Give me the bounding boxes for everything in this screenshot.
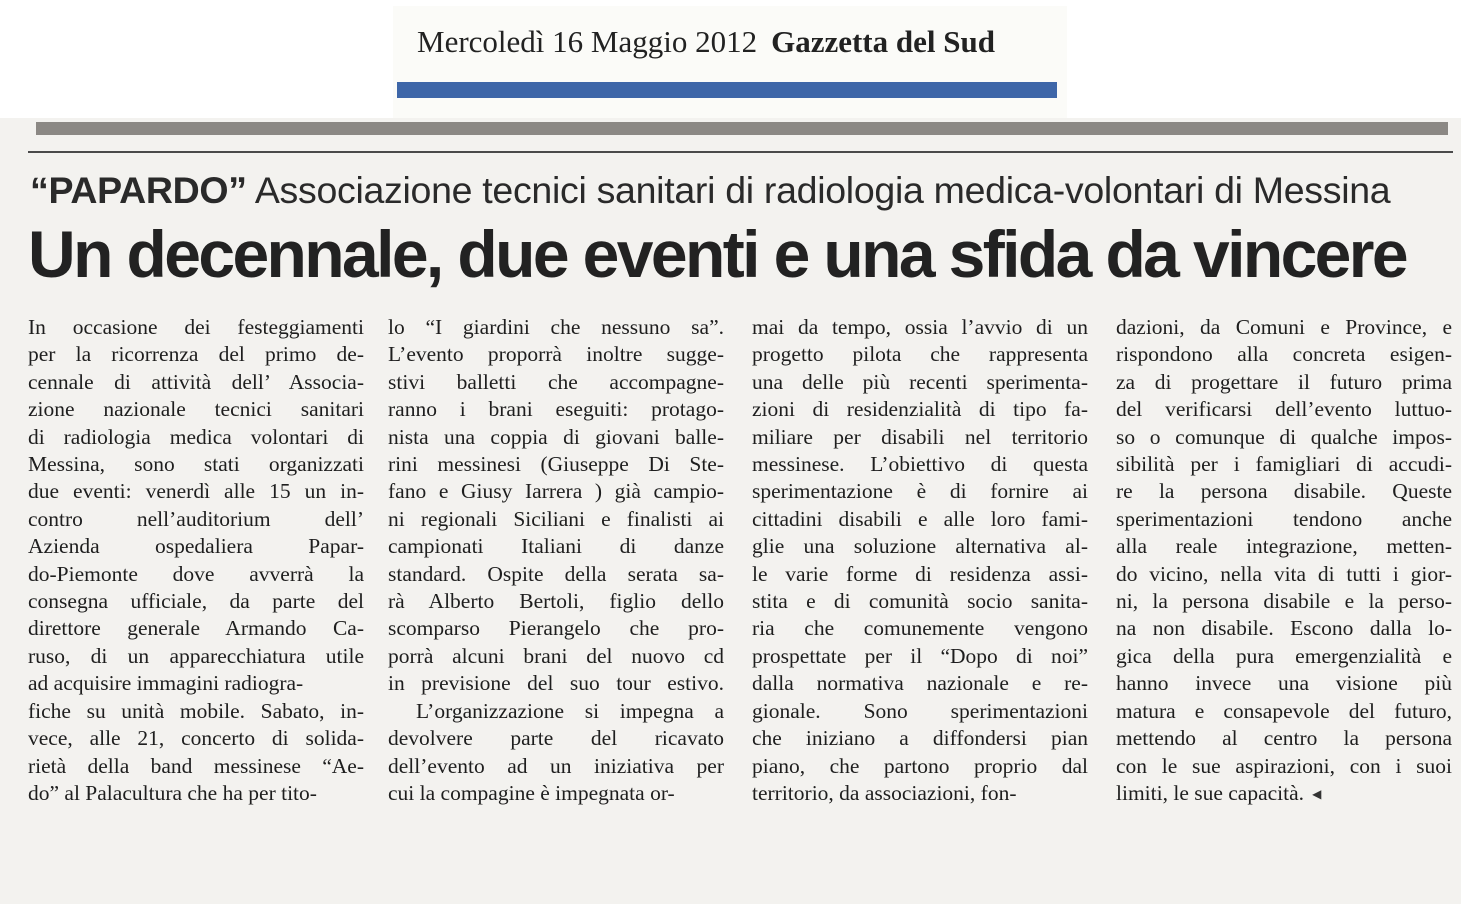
article-text-line: le varie forme di residenza assi- (752, 561, 1088, 586)
article-text-line: ad acquisire immagini radiogra- (28, 671, 304, 696)
article-text-line: dazioni, da Comuni e Province, e (1116, 315, 1452, 339)
article-text-line: za di progettare il futuro prima (1116, 369, 1452, 394)
article-headline: Un decennale, due eventi e una sfida da vincere (28, 217, 1406, 291)
article-text-line: stita e di comunità socio sanita- (752, 589, 1088, 614)
article-text-line: di radiologia medica volontari di (28, 424, 364, 449)
article-text-line: do” al Palacultura che ha per tito- (28, 780, 317, 805)
article-text-line: direttore generale Armando Ca- (28, 616, 364, 641)
article-text-line: fiche su unità mobile. Sabato, in- (28, 698, 364, 723)
article-text-line: piano, che partono proprio dal (752, 753, 1088, 778)
article-text-line: cittadini disabili e alle loro fami- (752, 506, 1088, 531)
article-text-line: gica della pura emergenzialità e (1116, 643, 1452, 668)
article-text-line: nista una coppia di giovani balle- (388, 424, 724, 449)
article-text-line: sperimentazioni tendono anche (1116, 506, 1452, 531)
article-text-line: due eventi: venerdì alle 15 un in- (28, 479, 364, 504)
masthead-date: Mercoledì 16 Maggio 2012 (417, 24, 758, 59)
kicker-text: Associazione tecnici sanitari di radiologia medica-volontari di Messina (254, 169, 1391, 211)
article-text-line: che iniziano a diffondersi pian (752, 726, 1088, 751)
end-of-article-triangle-icon: ◀ (1312, 787, 1322, 802)
article-column-1 (28, 314, 364, 807)
article-text-line: lo “I giardini che nessuno sa”. (388, 315, 724, 339)
article-text-line: alla reale integrazione, metten- (1116, 534, 1452, 559)
article-text-line: miliare per disabili nel territorio (752, 424, 1088, 449)
masthead-paper-name: Gazzetta del Sud (771, 24, 995, 59)
article-text-line: cui la compagine è impegnata or- (388, 780, 675, 805)
article-text-line: stivi balletti che accompagne- (388, 369, 724, 394)
article-text-line: sibilità per i famigliari di accudi- (1116, 452, 1452, 477)
article-text-line: scomparso Pierangelo che pro- (388, 616, 724, 641)
masthead-blue-bar (397, 82, 1057, 98)
article-text-line: ni regionali Siciliani e finalisti ai (388, 506, 724, 531)
masthead (393, 6, 1067, 119)
article-text-line: so o comunque di qualche impos- (1116, 424, 1452, 449)
article-column-4 (1116, 314, 1452, 809)
article-text-line: contro nell’auditorium dell’ (28, 506, 364, 531)
article-text-line: Azienda ospedaliera Papar- (28, 534, 364, 559)
article-text-line: hanno invece una visione più (1116, 671, 1452, 696)
article-text-line: gionale. Sono sperimentazioni (752, 698, 1088, 723)
article-text-line: rà Alberto Bertoli, figlio dello (388, 589, 724, 614)
article-text-line: ruso, di un apparecchiatura utile (28, 643, 364, 668)
article-text-line: rietà della band messinese “Ae- (28, 753, 364, 778)
article-text-line: territorio, da associazioni, fon- (752, 780, 1017, 805)
article-text-line: ni, la persona disabile e la perso- (1116, 589, 1452, 614)
article-clipping (0, 118, 1461, 904)
article-text-line: zioni di residenzialità di tipo fa- (752, 397, 1088, 422)
article-column-3 (752, 314, 1088, 807)
article-text-line: dell’evento ad un iniziativa per (388, 753, 724, 778)
article-text-line: do-Piemonte dove avverrà la (28, 561, 364, 586)
article-text-line: re la persona disabile. Queste (1116, 479, 1452, 504)
article-text-line: fano e Giusy Iarrera ) già campio- (388, 479, 724, 504)
top-rule-line (28, 151, 1453, 153)
article-text-line: rini messinesi (Giuseppe Di Ste- (388, 452, 724, 477)
article-text-line: In occasione dei festeggiamenti (28, 315, 364, 339)
article-text-line: per la ricorrenza del primo de- (28, 342, 364, 367)
article-text-line: prospettate per il “Dopo di noi” (752, 643, 1088, 668)
article-text-line: consegna ufficiale, da parte del (28, 589, 364, 614)
article-text-line: cennale di attività dell’ Associa- (28, 369, 364, 394)
article-text-line: matura e consapevole del futuro, (1116, 698, 1452, 723)
article-text-line: campionati Italiani di danze (388, 534, 724, 559)
top-rule-bar (36, 122, 1448, 135)
article-kicker (30, 169, 1455, 212)
article-text-line: standard. Ospite della serata sa- (388, 561, 724, 586)
article-text-line: mai da tempo, ossia l’avvio di un (752, 315, 1088, 339)
article-text-line: messinese. L’obiettivo di questa (752, 452, 1088, 477)
article-text-line: dalla normativa nazionale e re- (752, 671, 1088, 696)
article-text-line: porrà alcuni brani del nuovo cd (388, 643, 724, 668)
article-text-line: do vicino, nella vita di tutti i gior- (1116, 561, 1452, 586)
article-column-2 (388, 314, 724, 807)
article-text-line: vece, alle 21, concerto di solida- (28, 726, 364, 751)
article-text-line: con le sue aspirazioni, con i suoi (1116, 753, 1452, 778)
article-text-line: limiti, le sue capacità. ◀ (1116, 780, 1452, 809)
article-text-line: glie una soluzione alternativa al- (752, 534, 1088, 559)
article-text-line: del verificarsi dell’evento luttuo- (1116, 397, 1452, 422)
kicker-name: “PAPARDO” (30, 169, 247, 211)
masthead-line (417, 24, 995, 60)
article-text-line: Messina, sono stati organizzati (28, 452, 364, 477)
article-text-line: progetto pilota che rappresenta (752, 342, 1088, 367)
article-text-line: L’organizzazione si impegna a (416, 698, 724, 723)
article-text-line: L’evento proporrà inoltre sugge- (388, 342, 724, 367)
article-text-line: in previsione del suo tour estivo. (388, 671, 724, 696)
article-text-line: ria che comunemente vengono (752, 616, 1088, 641)
article-text-line: ranno i brani eseguiti: protago- (388, 397, 724, 422)
article-text-line: zione nazionale tecnici sanitari (28, 397, 364, 422)
article-text-line: mettendo al centro la persona (1116, 726, 1452, 751)
article-text-line: devolvere parte del ricavato (388, 726, 724, 751)
article-text-line: una delle più recenti sperimenta- (752, 369, 1088, 394)
article-text-line: rispondono alla concreta esigen- (1116, 342, 1452, 367)
article-text-line: sperimentazione è di fornire ai (752, 479, 1088, 504)
article-text-line: na non disabile. Escono dalla lo- (1116, 616, 1452, 641)
